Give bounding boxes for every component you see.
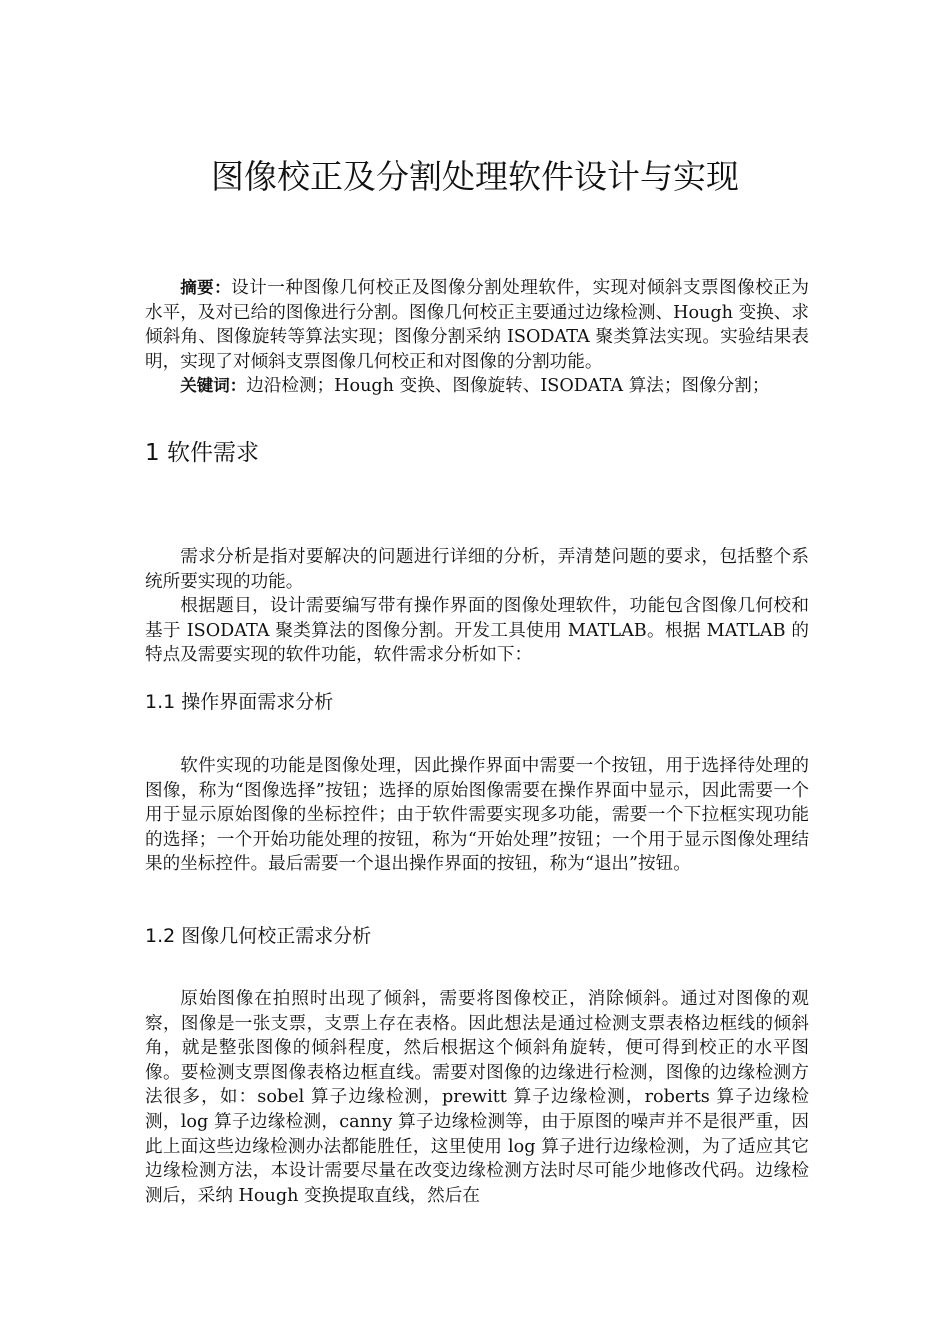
section-1-2-body [145, 987, 809, 1208]
keywords-label: 关键词： [180, 376, 247, 396]
document-title: 图像校正及分割处理软件设计与实现 [211, 157, 739, 196]
body-paragraph: 需求分析是指对要解决的问题进行详细的分析，弄清楚问题的要求，包括整个系统所要实现的功能。 [145, 547, 809, 592]
keywords-text: 边沿检测；Hough 变换、图像旋转、ISODATA 算法；图像分割； [246, 376, 770, 397]
abstract-text: 设计一种图像几何校正及图像分割处理软件，实现对倾斜支票图像校正为水平，及对已给的图像进行分割。图像几何校正主要通过边缘检测、Hough 变换、求倾斜角、图像旋转等算法实现；图像分割采纳 ISODATA 聚类算法实现。实验结果表明，实现了对倾斜支票图像几何校正和对图像的分割功能。 [145, 278, 810, 372]
section-heading-1-1: 1.1 操作界面需求分析 [145, 691, 334, 713]
keywords-paragraph [145, 374, 809, 399]
abstract-paragraph [145, 276, 809, 374]
section-1-1-body [145, 754, 809, 877]
abstract-block [145, 276, 809, 399]
body-paragraph: 根据题目，设计需要编写带有操作界面的图像处理软件，功能包含图像几何校和基于 ISODATA 聚类算法的图像分割。开发工具使用 MATLAB。根据 MATLAB 的特点及需要实现的软件功能，软件需求分析如下： [145, 596, 809, 666]
abstract-label: 摘要： [180, 278, 232, 297]
body-paragraph: 原始图像在拍照时出现了倾斜，需要将图像校正，消除倾斜。通过对图像的观察，图像是一张支票，支票上存在表格。因此想法是通过检测支票表格边框线的倾斜角，就是整张图像的倾斜程度，然后根据这个倾斜角旋转，便可得到校正的水平图像。要检测支票图像表格边框直线。需要对图像的边缘进行检测，图像的边缘检测方法很多，如：sobel 算子边缘检测，prewitt 算子边缘检测，roberts 算子边缘检测，log 算子边缘检测，canny 算子边缘检测等，由于原图的噪声并不是很严重，因此上面这些边缘检测办法都能胜任，这里使用 log 算子进行边缘检测，为了适应其它边缘检测方法，本设计需要尽量在改变边缘检测方法时尽可能少地修改代码。边缘检测后，采纳 Hough 变换提取直线，然后在 [145, 989, 809, 1206]
section-heading-1: 1 软件需求 [145, 440, 259, 466]
section-1-body [145, 545, 809, 668]
section-heading-1-2: 1.2 图像几何校正需求分析 [145, 925, 372, 947]
body-paragraph: 软件实现的功能是图像处理，因此操作界面中需要一个按钮，用于选择待处理的图像，称为“图像选择”按钮；选择的原始图像需要在操作界面中显示，因此需要一个用于显示原始图像的坐标控件；由于软件需要实现多功能，需要一个下拉框实现功能的选择；一个开始功能处理的按钮，称为“开始处理”按钮；一个用于显示图像处理结果的坐标控件。最后需要一个退出操作界面的按钮，称为“退出”按钮。 [145, 756, 809, 875]
